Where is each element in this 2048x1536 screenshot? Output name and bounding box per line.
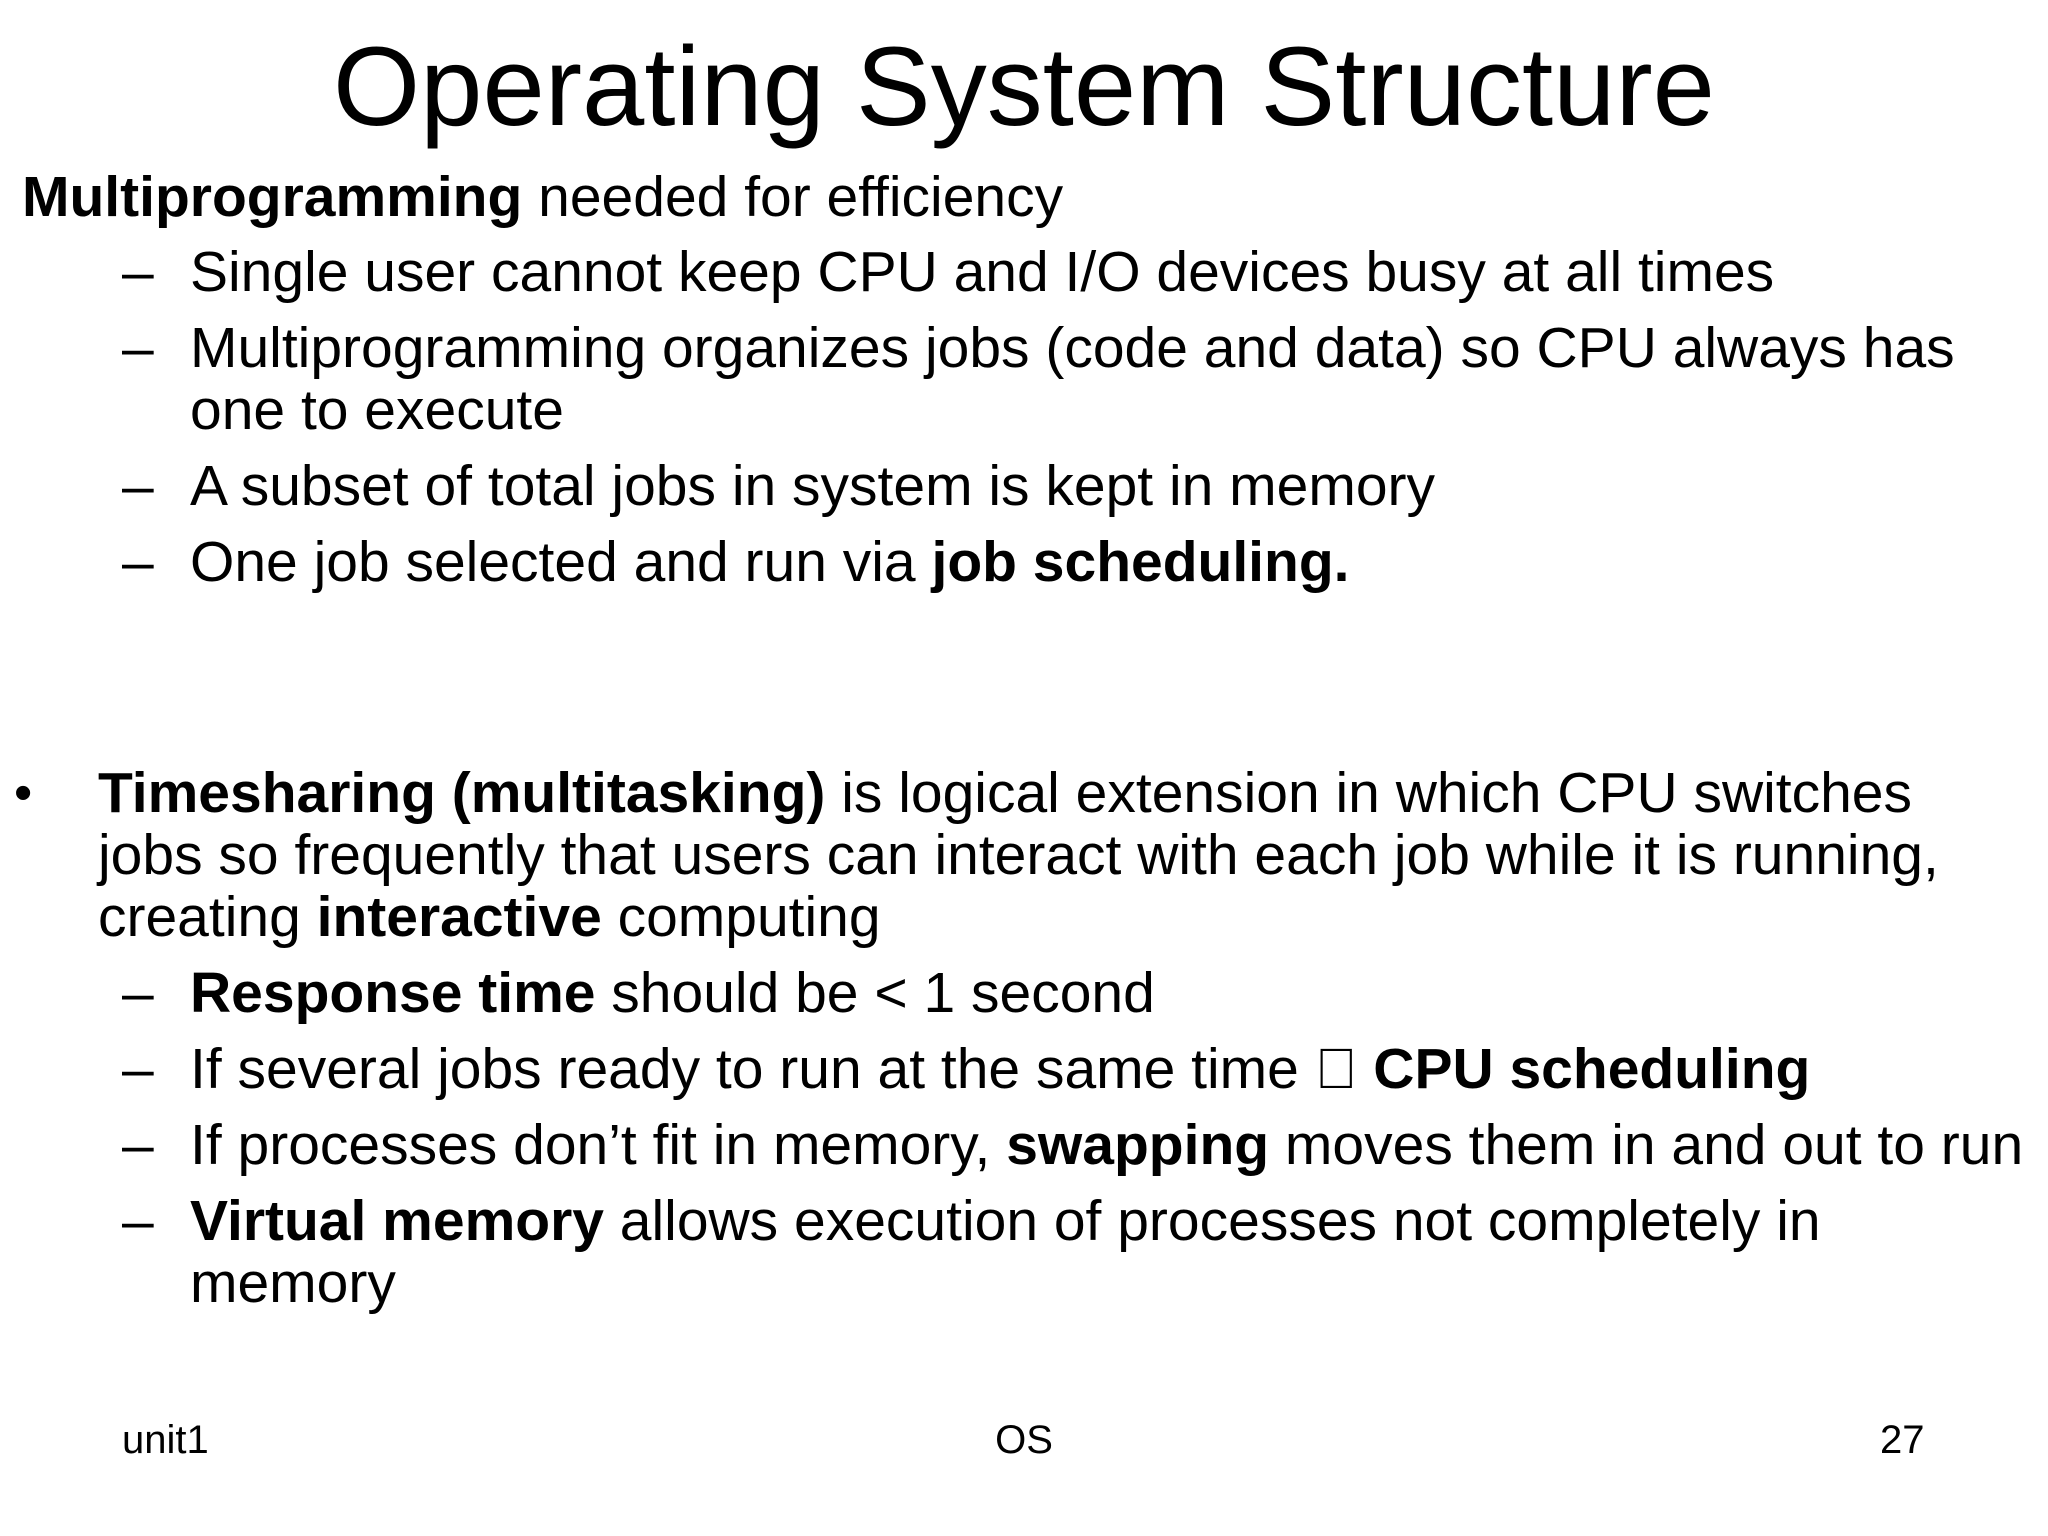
timesharing-item-3-pre: If processes don’t fit in memory, (190, 1113, 1007, 1177)
timesharing-item-2-pre: If several jobs ready to run at the same time (190, 1037, 1315, 1101)
timesharing-item-4-rest: allows execution of processes not completely in (603, 1189, 1821, 1253)
timesharing-item-2 (190, 1038, 1810, 1100)
dash-marker: – (122, 530, 154, 594)
dash-marker: – (122, 240, 154, 304)
footer-left: unit1 (122, 1418, 209, 1462)
multiprog-item-2-line2: one to execute (190, 378, 564, 442)
timesharing-item-3-rest: moves them in and out to run (1269, 1113, 2024, 1177)
swapping-term: swapping (1006, 1113, 1270, 1177)
slide-title: Operating System Structure (333, 24, 1715, 149)
timesharing-line-3-post: computing (601, 885, 881, 949)
timesharing-line-1 (98, 762, 1912, 824)
multiprogramming-rest: needed for efficiency (522, 165, 1064, 229)
footer-page-number: 27 (1880, 1418, 1925, 1462)
missing-glyph-icon (1315, 1037, 1358, 1101)
timesharing-line-2: jobs so frequently that users can interact with each job while it is running, (98, 823, 1939, 887)
dash-marker: – (122, 316, 154, 380)
cpu-scheduling-term: CPU scheduling (1314, 1037, 1752, 1101)
bullet-marker: • (14, 764, 33, 822)
multiprog-item-1: Single user cannot keep CPU and I/O devices busy at all times (190, 240, 1775, 304)
dash-marker: – (122, 1037, 154, 1101)
multiprogramming-heading (22, 166, 1063, 228)
timesharing-item-4-line2: memory (190, 1251, 396, 1315)
multiprog-item-4-pre: One job selected and run via (190, 530, 932, 594)
timesharing-line-1-rest: is logical extension in which CPU switches (825, 761, 1913, 825)
multiprog-item-2-line1: Multiprogramming organizes jobs (code and data) so CPU always has (190, 316, 1955, 380)
job-scheduling-term: job scheduling. (931, 530, 1350, 594)
dash-marker: – (122, 1113, 154, 1177)
timesharing-line-3 (98, 886, 881, 948)
timesharing-item-1 (190, 962, 1155, 1024)
multiprog-item-3: A subset of total jobs in system is kept in memory (190, 454, 1436, 518)
response-time-term: Response time (190, 961, 596, 1025)
timesharing-item-3 (190, 1114, 2023, 1176)
timesharing-line-3-pre: creating (98, 885, 317, 949)
dash-marker: – (122, 961, 154, 1025)
interactive-term: interactive (316, 885, 602, 949)
timesharing-item-1-rest: should be < 1 second (595, 961, 1155, 1025)
footer-center: OS (995, 1418, 1053, 1462)
timesharing-item-4-line1 (190, 1190, 1821, 1252)
dash-marker: – (122, 1189, 154, 1253)
dash-marker: – (122, 454, 154, 518)
multiprog-item-4 (190, 531, 1350, 593)
virtual-memory-term: Virtual memory (190, 1189, 604, 1253)
multiprogramming-term: Multiprogramming (22, 165, 523, 229)
timesharing-term: Timesharing (multitasking) (98, 761, 826, 825)
